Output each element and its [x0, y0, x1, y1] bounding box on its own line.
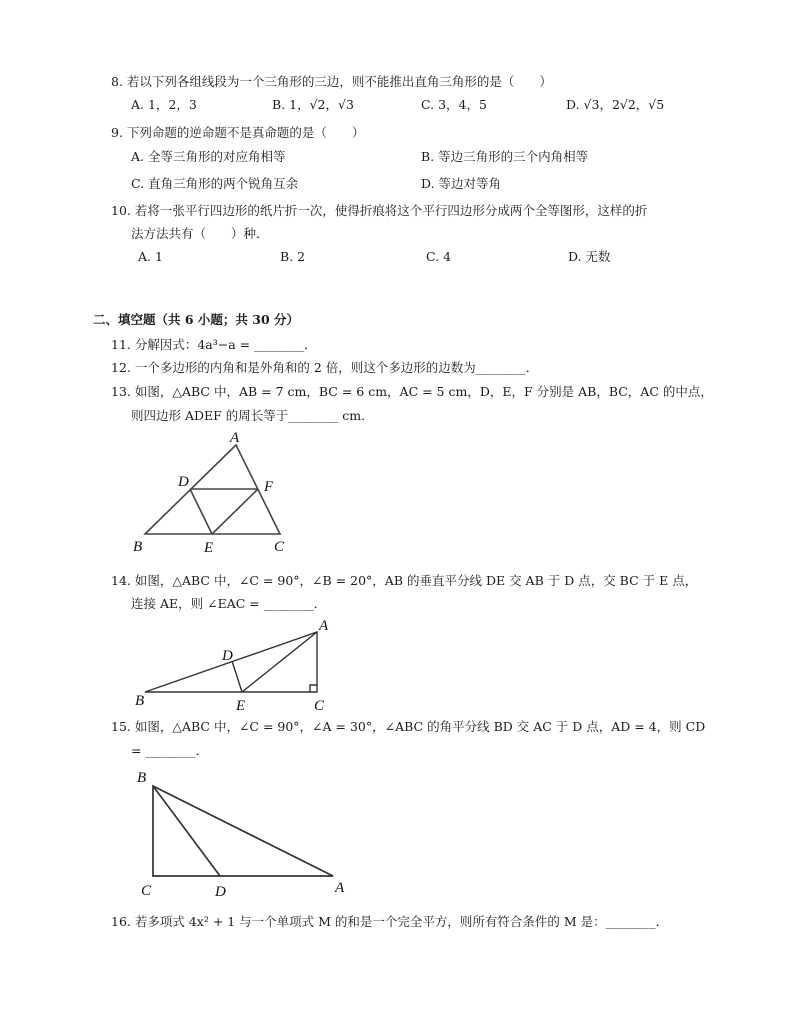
q13-label-f: F [264, 479, 274, 495]
q10-stem-line1: 10. 若将一张平行四边形的纸片折一次，使得折痕将这个平行四边形分成两个全等图形，这样的折 [111, 203, 648, 218]
q14-line1: 14. 如图，△ABC 中，∠C = 90°，∠B = 20°，AB 的垂直平分线 DE 交 AB 于 D 点，交 BC 于 E 点， [111, 573, 698, 588]
q15-label-a: A [335, 880, 345, 896]
q10-option-d: D. 无数 [568, 249, 611, 264]
q15-triangle-abc [153, 786, 333, 876]
q14-label-d: D [222, 648, 233, 664]
q13-label-c: C [274, 539, 285, 555]
q10-option-c: C. 4 [426, 249, 452, 264]
q13-line1: 13. 如图，△ABC 中，AB = 7 cm，BC = 6 cm，AC = 5 cm，D，E，F 分别是 AB，BC，AC 的中点， [111, 384, 713, 399]
q10-stem-line2: 法方法共有（ ）种． [131, 226, 269, 241]
q14-figure [128, 612, 348, 712]
q13-figure [128, 428, 328, 558]
q14-label-a: A [319, 618, 329, 634]
q13-segment-de [190, 489, 212, 534]
q14-segment-de [232, 661, 242, 692]
q15-line2: = ________． [131, 743, 208, 758]
q13-label-b: B [133, 539, 143, 555]
q9-option-a: A. 全等三角形的对应角相等 [131, 149, 286, 164]
q10-option-b: B. 2 [280, 249, 306, 264]
q12-text: 12. 一个多边形的内角和是外角和的 2 倍，则这个多边形的边数为________． [111, 360, 539, 375]
q8-option-a: A. 1，2，3 [131, 97, 197, 112]
q13-label-a: A [230, 430, 240, 446]
q15-label-c: C [141, 883, 152, 899]
q14-segment-ae [242, 632, 317, 692]
q15-bisector-bd [153, 786, 220, 876]
q14-line2: 连接 AE，则 ∠EAC = ________． [131, 596, 327, 611]
q8-option-d: D. √3，2√2，√5 [566, 97, 665, 112]
q14-label-c: C [314, 698, 325, 714]
q14-right-angle-mark [310, 685, 317, 692]
q8-option-c: C. 3，4，5 [421, 97, 487, 112]
q13-line2: 则四边形 ADEF 的周长等于________ cm． [131, 408, 374, 423]
q16-text: 16. 若多项式 4x² + 1 与一个单项式 M 的和是一个完全平方，则所有符合条件的 M 是：________． [111, 914, 669, 929]
q15-figure [128, 766, 358, 900]
section-title: 二、填空题（共 6 小题；共 30 分） [93, 312, 300, 327]
q15-label-d: D [215, 884, 226, 900]
q14-label-e: E [236, 698, 246, 714]
q10-option-a: A. 1 [138, 249, 163, 264]
q14-label-b: B [135, 693, 145, 709]
q13-label-d: D [178, 474, 189, 490]
q9-option-c: C. 直角三角形的两个锐角互余 [131, 176, 299, 191]
q11-text: 11. 分解因式：4a³−a = ________． [111, 337, 317, 352]
q15-label-b: B [137, 770, 147, 786]
q13-segment-ef [212, 489, 258, 534]
q9-option-b: B. 等边三角形的三个内角相等 [421, 149, 589, 164]
q15-line1: 15. 如图，△ABC 中，∠C = 90°，∠A = 30°，∠ABC 的角平分线 BD 交 AC 于 D 点，AD = 4，则 CD [111, 719, 706, 734]
q13-label-e: E [204, 540, 214, 556]
q9-option-d: D. 等边对等角 [421, 176, 502, 191]
q8-stem: 8. 若以下列各组线段为一个三角形的三边，则不能推出直角三角形的是（ ） [111, 74, 552, 89]
q9-stem: 9. 下列命题的逆命题不是真命题的是（ ） [111, 125, 365, 140]
q8-option-b: B. 1，√2，√3 [272, 97, 354, 112]
